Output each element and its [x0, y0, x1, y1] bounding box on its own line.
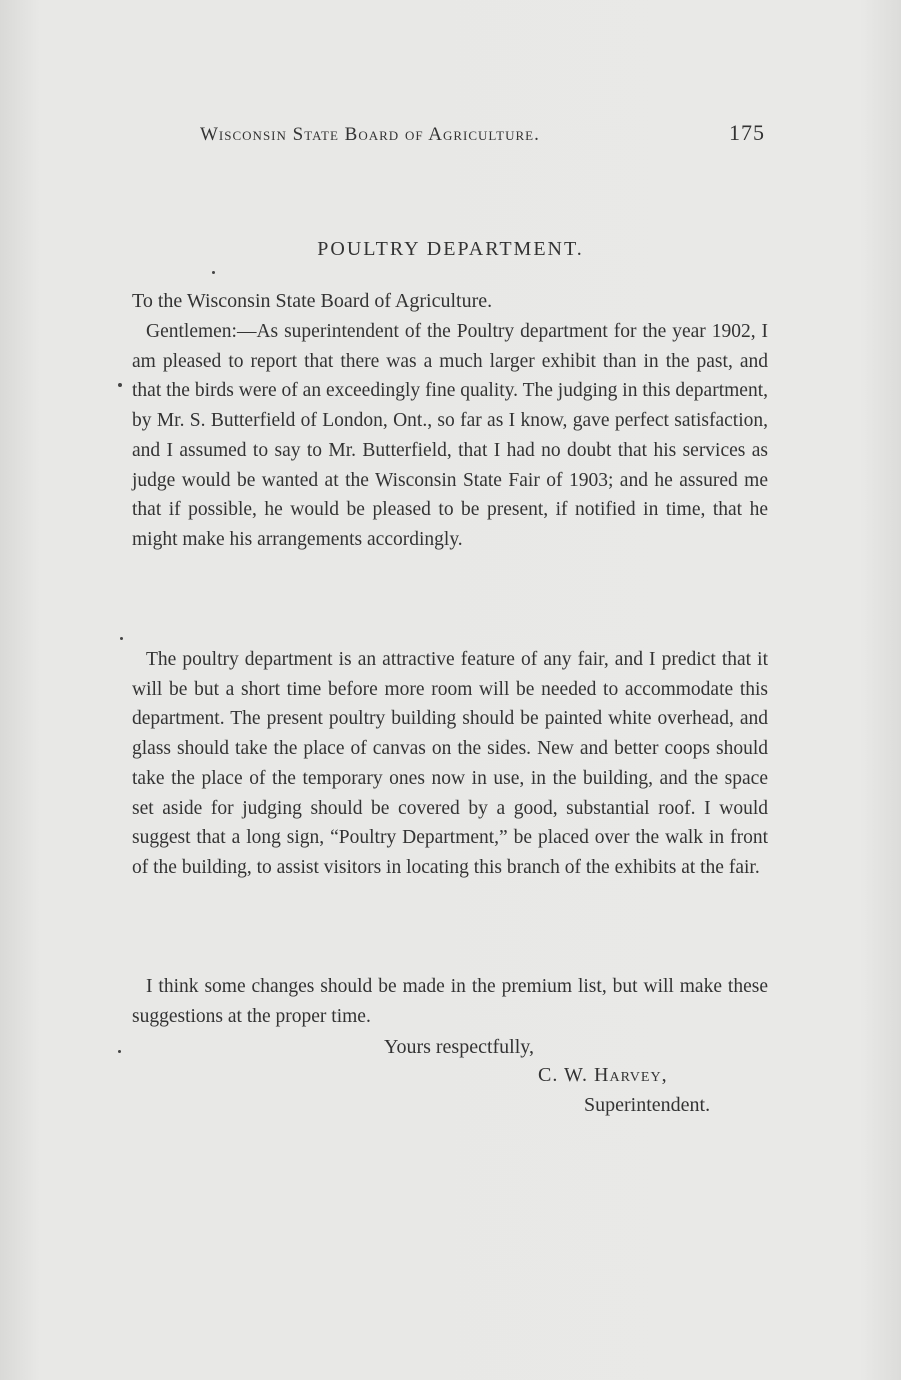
- closing-phrase: Yours respectfully,: [384, 1036, 534, 1058]
- body-paragraph: I think some changes should be made in the premium list, but will make these suggestions at the proper time.: [132, 976, 768, 1027]
- body-paragraph: The poultry department is an attractive feature of any fair, and I predict that it will be but a short time before more room will be needed to accommodate this department. The present poultry building should be painted white overhead, and glass should take the place of canvas on the sides. New and better coops should take the place of the temporary ones now in use, in the building, and the space set aside for judging should be covered by a good, substantial roof. I would suggest that a long sign, “Poultry Department,” be placed over the walk in front of the building, to assist visitors in locating this branch of the exhibits at the fair.: [132, 649, 768, 878]
- scan-speck: [118, 383, 122, 387]
- body-paragraph: Gentlemen:—As superintendent of the Poultry department for the year 1902, I am pleased to report that there was a much larger exhibit than in the past, and that the birds were of an exceedingly fine quality. The judging in this department, by Mr. S. Butterfield of London, Ont., so far as I know, gave perfect satisfaction, and I assumed to say to Mr. Butterfield, that I had no doubt that his services as judge would be wanted at the Wisconsin State Fair of 1903; and he assured me that if possible, he would be pleased to be present, if notified in time, that he might make his arrangements accordingly.: [132, 321, 768, 550]
- running-head-title: Wisconsin State Board of Agriculture.: [200, 124, 540, 145]
- scan-speck: [212, 271, 215, 274]
- salutation-address: To the Wisconsin State Board of Agriculture.: [132, 290, 493, 312]
- signer-title: Superintendent.: [584, 1094, 711, 1116]
- running-head: [200, 122, 765, 154]
- page-number: 175: [729, 120, 765, 145]
- section-title: POULTRY DEPARTMENT.: [317, 238, 584, 260]
- signer-name: C. W. Harvey,: [538, 1064, 668, 1086]
- scan-speck: [118, 1050, 121, 1053]
- scan-speck: [120, 637, 123, 640]
